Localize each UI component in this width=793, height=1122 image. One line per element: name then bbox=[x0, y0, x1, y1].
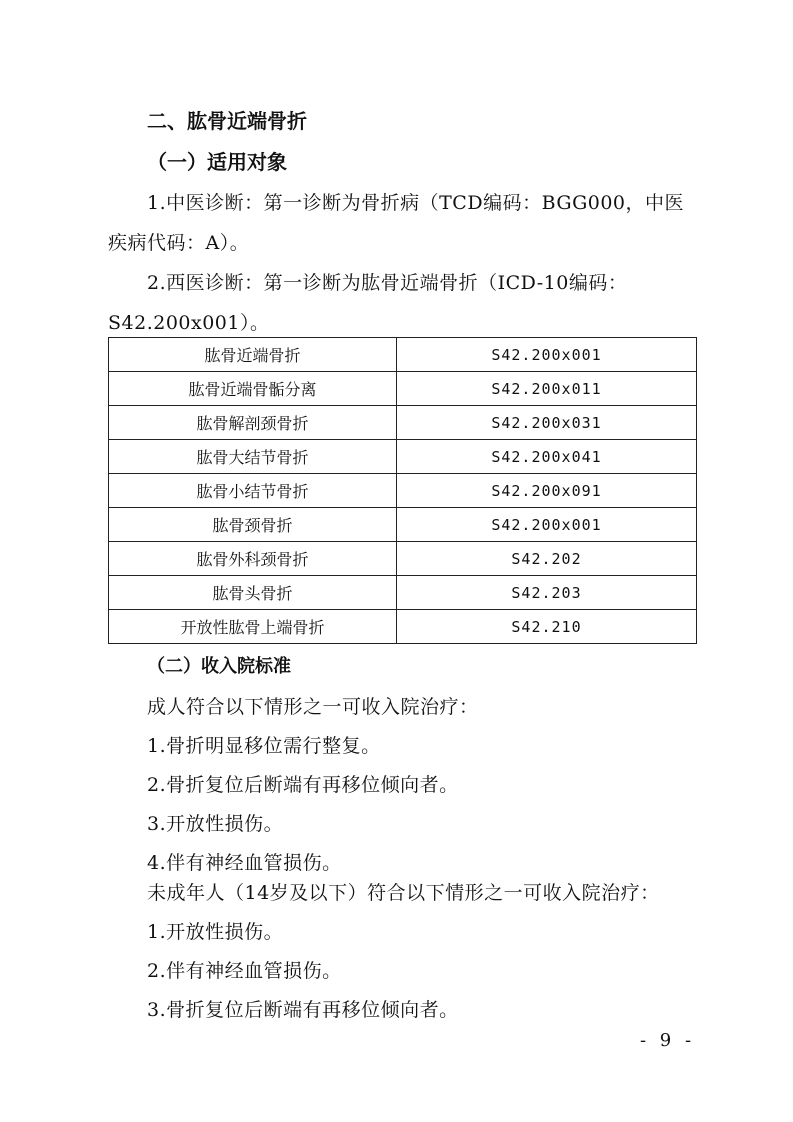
table-row bbox=[109, 508, 697, 542]
table-row bbox=[109, 474, 697, 508]
table-cell-code: S42.203 bbox=[397, 576, 697, 610]
table-row bbox=[109, 610, 697, 644]
table-cell-code: S42.200x091 bbox=[397, 474, 697, 508]
section-title: 二、肱骨近端骨折 bbox=[147, 109, 307, 133]
table-cell-code: S42.200x041 bbox=[397, 440, 697, 474]
table-cell-name: 肱骨近端骨骺分离 bbox=[109, 372, 397, 406]
table-cell-name: 肱骨解剖颈骨折 bbox=[109, 406, 397, 440]
table-cell-name: 肱骨颈骨折 bbox=[109, 508, 397, 542]
adult-criteria-item: 2.骨折复位后断端有再移位倾向者。 bbox=[147, 774, 459, 796]
subsection-title-applicable-objects: （一）适用对象 bbox=[147, 150, 287, 174]
minor-criteria-item: 1.开放性损伤。 bbox=[147, 921, 284, 943]
table-cell-code: S42.202 bbox=[397, 542, 697, 576]
table-cell-name: 肱骨头骨折 bbox=[109, 576, 397, 610]
tcm-diagnosis-line-1: 1.中医诊断：第一诊断为骨折病（TCD编码：BGG000，中医 bbox=[147, 192, 685, 214]
minor-criteria-intro: 未成年人（14岁及以下）符合以下情形之一可收入院治疗： bbox=[147, 882, 660, 904]
diagnosis-code-table bbox=[108, 337, 697, 644]
adult-criteria-item: 3.开放性损伤。 bbox=[147, 813, 284, 835]
table-cell-code: S42.200x001 bbox=[397, 338, 697, 372]
table-row bbox=[109, 338, 697, 372]
western-diagnosis-line-1: 2.西医诊断：第一诊断为肱骨近端骨折（ICD-10编码： bbox=[147, 272, 628, 294]
minor-criteria-item: 3.骨折复位后断端有再移位倾向者。 bbox=[147, 999, 459, 1021]
table-cell-code: S42.200x001 bbox=[397, 508, 697, 542]
adult-criteria-item: 1.骨折明显移位需行整复。 bbox=[147, 735, 381, 757]
page-number: - 9 - bbox=[640, 1030, 696, 1051]
western-diagnosis-line-2: S42.200x001）。 bbox=[108, 312, 270, 334]
table-row bbox=[109, 542, 697, 576]
table-cell-code: S42.200x031 bbox=[397, 406, 697, 440]
adult-criteria-intro: 成人符合以下情形之一可收入院治疗： bbox=[147, 696, 479, 718]
table-row bbox=[109, 440, 697, 474]
table-cell-name: 肱骨小结节骨折 bbox=[109, 474, 397, 508]
table-cell-name: 肱骨外科颈骨折 bbox=[109, 542, 397, 576]
table-cell-name: 肱骨近端骨折 bbox=[109, 338, 397, 372]
table-cell-name: 肱骨大结节骨折 bbox=[109, 440, 397, 474]
table-cell-name: 开放性肱骨上端骨折 bbox=[109, 610, 397, 644]
table-cell-code: S42.200x011 bbox=[397, 372, 697, 406]
minor-criteria-item: 2.伴有神经血管损伤。 bbox=[147, 960, 342, 982]
tcm-diagnosis-line-2: 疾病代码：A）。 bbox=[108, 232, 250, 254]
table-row bbox=[109, 406, 697, 440]
adult-criteria-item: 4.伴有神经血管损伤。 bbox=[147, 852, 342, 874]
subsection-title-admission-criteria: （二）收入院标准 bbox=[147, 656, 291, 677]
table-row bbox=[109, 372, 697, 406]
table-cell-code: S42.210 bbox=[397, 610, 697, 644]
table-row bbox=[109, 576, 697, 610]
